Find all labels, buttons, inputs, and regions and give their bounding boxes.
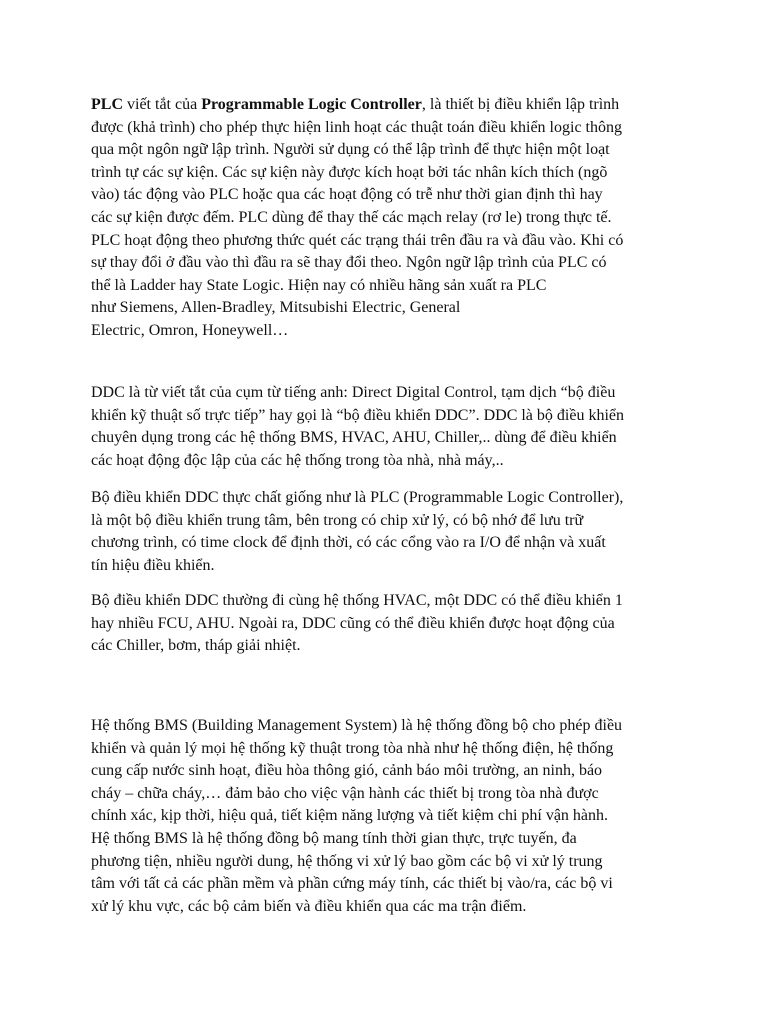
text-run: viết tắt của [123,96,202,113]
text-run: , là thiết bị điều khiển lập trình [421,96,620,113]
text-line: chuyên dụng trong các hệ thống BMS, HVAC, AHU, Chiller,.. dùng để điều khiển [91,429,617,447]
text-line: PLC hoạt động theo phương thức quét các trạng thái trên đầu ra và đầu vào. Khi có [91,231,624,249]
text-line: trình tự các sự kiện. Các sự kiện này được kích hoạt bởi tác nhân kích thích (ngõ [91,163,608,181]
text-line: như Siemens, Allen-Bradley, Mitsubishi Electric, General [91,299,461,317]
text-line: là một bộ điều khiển trung tâm, bên trong có chip xử lý, có bộ nhớ để lưu trữ [91,511,584,529]
term-programmable-logic-controller: Programmable Logic Controller [201,96,422,113]
text-line: Bộ điều khiển DDC thường đi cùng hệ thống HVAC, một DDC có thể điều khiển 1 [91,592,623,609]
text-line: Electric, Omron, Honeywell… [91,321,289,339]
text-line: khiển kỹ thuật số trực tiếp” hay gọi là “bộ điều khiển DDC”. DDC là bộ điều khiển [91,406,624,424]
text-line: vào) tác động vào PLC hoặc qua các hoạt động có trễ như thời gian định thì hay [91,186,603,204]
text-line: cháy – chữa cháy,… đảm bảo cho việc vận hành các thiết bị trong tòa nhà được [91,784,599,802]
text-line [91,94,691,117]
text-line: chương trình, có time clock để định thời, có các cổng vào ra I/O để nhận và xuất [91,534,606,552]
paragraph-ddc-hvac [91,590,691,658]
paragraph-bms-definition [91,715,691,918]
paragraph-ddc-vs-plc [91,487,691,577]
text-line: được (khả trình) cho phép thực hiện linh hoạt các thuật toán điều khiển logic thông [91,118,622,136]
text-line: các sự kiện được đếm. PLC dùng để thay thế các mạch relay (rơ le) trong thực tế. [91,208,612,226]
text-line: tâm với tất cả các phần mềm và phần cứng máy tính, các thiết bị vào/ra, các bộ vi [91,875,613,893]
text-line: tín hiệu điều khiển. [91,556,215,574]
text-line: Hệ thống BMS (Building Management System) là hệ thống đồng bộ cho phép điều [91,717,623,734]
text-line: hay nhiều FCU, AHU. Ngoài ra, DDC cũng có thể điều khiển được hoạt động của [91,614,615,632]
text-line: thể là Ladder hay State Logic. Hiện nay có nhiều hãng sản xuất ra PLC [91,276,547,294]
text-line: Hệ thống BMS là hệ thống đồng bộ mang tính thời gian thực, trực tuyến, đa [91,829,577,847]
text-line: qua một ngôn ngữ lập trình. Người sử dụng có thể lập trình để thực hiện một loạt [91,141,610,159]
term-plc: PLC [91,96,123,113]
text-line: các hoạt động độc lập của các hệ thống trong tòa nhà, nhà máy,.. [91,451,504,469]
paragraph-plc-definition [91,94,691,343]
paragraph-ddc-definition [91,382,691,472]
text-line: cung cấp nước sinh hoạt, điều hòa thông gió, cảnh báo môi trường, an ninh, báo [91,762,603,780]
text-line: xử lý khu vực, các bộ cảm biến và điều khiển qua các ma trận điểm. [91,897,527,915]
text-line: các Chiller, bơm, tháp giải nhiệt. [91,637,301,655]
text-line: Bộ điều khiển DDC thực chất giống như là PLC (Programmable Logic Controller), [91,489,624,506]
text-line: chính xác, kịp thời, hiệu quả, tiết kiệm năng lượng và tiết kiệm chi phí vận hành. [91,807,609,825]
text-line: DDC là từ viết tắt của cụm từ tiếng anh: Direct Digital Control, tạm dịch “bộ điều [91,384,616,401]
text-line: khiển và quản lý mọi hệ thống kỹ thuật trong tòa nhà như hệ thống điện, hệ thống [91,739,614,757]
text-line: sự thay đổi ở đầu vào thì đầu ra sẽ thay đổi theo. Ngôn ngữ lập trình của PLC có [91,254,607,272]
text-line: phương tiện, nhiều người dung, hệ thống vi xử lý bao gồm các bộ vi xử lý trung [91,852,603,870]
